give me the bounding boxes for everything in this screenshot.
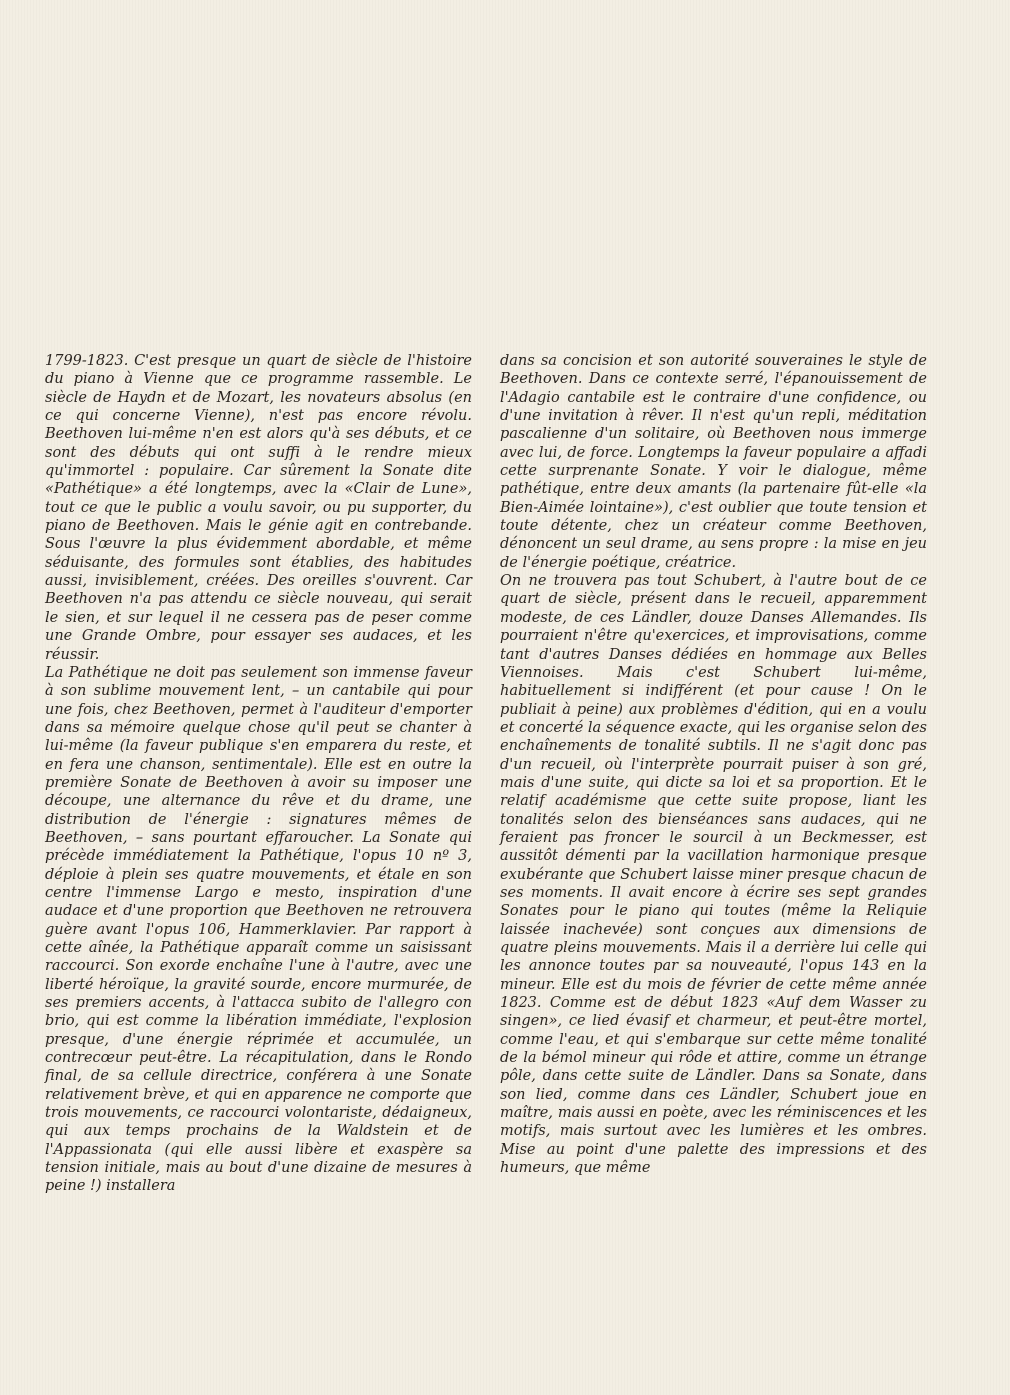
paragraph: On ne trouvera pas tout Schubert, à l'autre bout de ce quart de siècle, présent dans le recueil, apparemment modeste, de ces Ländler, douze Danses Allemandes. Ils pourraient n'être qu'exercices, et improvisations, comme tant d'autres Danses dédiées en hommage aux Belles Viennoises. Mais c'est Schubert lui-même, habituellement si indifférent (et pour cause ! On le publiait à peine) aux problèmes d'édition, qui en a voulu et concerté la séquence exacte, qui les organise selon des enchaînements de tonalité subtils. Il ne s'agit donc pas d'un recueil, où l'interprète pourrait puiser à son gré, mais d'une suite, qui dicte sa loi et sa proportion. Et le relatif académisme que cette suite propose, liant les tonalités selon des bienséances sans audaces, qui ne feraient pas froncer le sourcil à un Beckmesser, est aussitôt démenti par la vacillation harmonique presque exubérante que Schubert laisse miner presque chacun de ses moments. Il avait encore à écrire ses sept grandes Sonates pour le piano qui toutes (même la Reliquie laissée inachevée) sont conçues aux dimensions de quatre pleins mouvements. Mais il a derrière lui celle qui les annonce toutes par sa nouveauté, l'opus 143 en la mineur. Elle est du mois de février de cette même année 1823. Comme est de début 1823 «Auf dem Wasser zu singen», ce lied évasif et charmeur, et peut-être mortel, comme l'eau, et qui s'embarque sur cette même tonalité de la bémol mineur qui rôde et attire, comme un étrange pôle, dans cette suite de Ländler. Dans sa Sonate, dans son lied, comme dans ces Ländler, Schubert joue en maître, mais aussi en poète, avec les réminiscences et les motifs, mais surtout avec les lumières et les ombres. Mise au point d'une palette des impressions et des humeurs, que même bbox=[500, 573, 927, 1177]
right-text-column bbox=[500, 352, 927, 1177]
paragraph: dans sa concision et son autorité souveraines le style de Beethoven. Dans ce contexte serré, l'épanouissement de l'Adagio cantabile est le contraire d'une confidence, ou d'une invitation à rêver. Il n'est qu'un repli, méditation pascalienne d'un solitaire, où Beethoven nous immerge avec lui, de force. Longtemps la faveur populaire a affadi cette surprenante Sonate. Y voir le dialogue, même pathétique, entre deux amants (la partenaire fût-elle «la Bien-Aimée lointaine»), c'est oublier que toute tension et toute détente, chez un créateur comme Beethoven, dénoncent un seul drame, au sens propre : la mise en jeu de l'énergie poétique, créatrice. bbox=[500, 353, 927, 571]
paragraph: 1799-1823. C'est presque un quart de siècle de l'histoire du piano à Vienne que ce programme rassemble. Le siècle de Haydn et de Mozart, les novateurs absolus (en ce qui concerne Vienne), n'est pas encore révolu. Beethoven lui-même n'en est alors qu'à ses débuts, et ce sont des débuts qui ont suffi à le rendre mieux qu'immortel : populaire. Car sûrement la Sonate dite «Pathétique» a été longtemps, avec la «Clair de Lune», tout ce que le public a voulu savoir, ou pu supporter, du piano de Beethoven. Mais le génie agit en contrebande. Sous l'œuvre la plus évidemment abordable, et même séduisante, des formules sont établies, des habitudes aussi, invisiblement, créées. Des oreilles s'ouvrent. Car Beethoven n'a pas attendu ce siècle nouveau, qui serait le sien, et sur lequel il ne cessera pas de peser comme une Grande Ombre, pour essayer ses audaces, et les réussir. bbox=[45, 353, 472, 663]
left-text-column bbox=[45, 352, 472, 1196]
paragraph: La Pathétique ne doit pas seulement son immense faveur à son sublime mouvement lent, – un cantabile qui pour une fois, chez Beethoven, permet à l'auditeur d'emporter dans sa mémoire quelque chose qu'il peut se chanter à lui-même (la faveur publique s'en emparera du reste, et en fera une chanson, sentimentale). Elle est en outre la première Sonate de Beethoven à avoir su imposer une découpe, une alternance du rêve et du drame, une distribution de l'énergie : signatures mêmes de Beethoven, – sans pourtant effaroucher. La Sonate qui précède immédiatement la Pathétique, l'opus 10 nº 3, déploie à plein ses quatre mouvements, et étale en son centre l'immense Largo e mesto, inspiration d'une audace et d'une proportion que Beethoven ne retrouvera guère avant l'opus 106, Hammerklavier. Par rapport à cette aînée, la Pathétique apparaît comme un saisissant raccourci. Son exorde enchaîne l'une à l'autre, avec une liberté héroïque, la gravité sourde, encore murmurée, de ses premiers accents, à l'attacca subito de l'allegro con brio, qui est comme la libération immédiate, l'explosion presque, d'une énergie réprimée et accumulée, un contrecœur peut-être. La récapitulation, dans le Rondo final, de sa cellule directrice, conférera à une Sonate relativement brève, et qui en apparence ne comporte que trois mouvements, ce raccourci volontariste, dédaigneux, qui aux temps prochains de la Waldstein et de l'Appassionata (qui elle aussi libère et exaspère sa tension initiale, mais au bout d'une dizaine de mesures à peine !) installera bbox=[45, 664, 472, 1195]
